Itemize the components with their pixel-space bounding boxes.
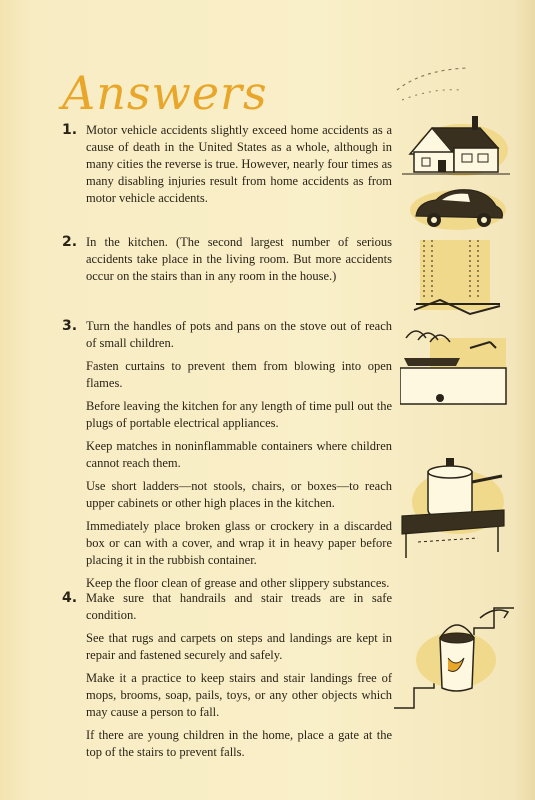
house-illustration-icon xyxy=(402,108,510,178)
answer-number: 3. xyxy=(62,318,78,334)
answer-number: 4. xyxy=(62,590,78,606)
answer-paragraph: Turn the handles of pots and pans on the stove out of reach of small children. xyxy=(86,319,392,350)
decorative-stroke-icon xyxy=(392,60,472,110)
answer-paragraph: Before leaving the kitchen for any length of time pull out the plugs of portable electrical appliances. xyxy=(86,399,392,430)
answer-paragraph: Immediately place broken glass or crockery in a discarded box or can with a cover, and wrap it in heavy paper before placing it in the rubbish container. xyxy=(86,519,392,567)
answer-paragraph: Fasten curtains to prevent them from blowing into open flames. xyxy=(86,359,392,390)
answer-1 xyxy=(62,122,392,213)
dish-rack-illustration-icon xyxy=(400,318,510,408)
answer-3 xyxy=(62,318,392,598)
answer-paragraph: Use short ladders—not stools, chairs, or boxes—to reach upper cabinets or other high places in the kitchen. xyxy=(86,479,392,510)
answer-number: 2. xyxy=(62,234,78,250)
answer-paragraph: Make sure that handrails and stair treads are in safe condition. xyxy=(86,591,392,622)
answer-paragraph: Make it a practice to keep stairs and stair landings free of mops, brooms, soap, pails, toys, or any other objects which may cause a person to fall. xyxy=(86,671,392,719)
answer-4 xyxy=(62,590,392,767)
answer-paragraph: Keep the floor clean of grease and other slippery substances. xyxy=(86,576,390,590)
answer-number: 1. xyxy=(62,122,78,138)
page-title: Answers xyxy=(62,66,268,120)
answer-paragraph: Motor vehicle accidents slightly exceed home accidents as a cause of death in the United States as a whole, although in many cities the reverse is true. However, nearly four times as many disabling injuries result from home accidents as from motor vehicle accidents. xyxy=(86,123,392,205)
answer-paragraph: In the kitchen. (The second largest number of serious accidents take place in the living room. But more accidents occur on the stairs than in any room in the house.) xyxy=(86,235,392,283)
stove-pot-illustration-icon xyxy=(398,452,508,562)
answer-2 xyxy=(62,234,392,291)
answer-paragraph: See that rugs and carpets on steps and landings are kept in repair and fastened securely and safely. xyxy=(86,631,392,662)
answer-paragraph: Keep matches in noninflammable containers where children cannot reach them. xyxy=(86,439,392,470)
car-illustration-icon xyxy=(408,182,508,232)
kitchen-window-illustration-icon xyxy=(410,240,505,320)
answer-paragraph: If there are young children in the home, place a gate at the top of the stairs to prevent falls. xyxy=(86,728,392,759)
stairs-pail-illustration-icon xyxy=(394,598,514,718)
